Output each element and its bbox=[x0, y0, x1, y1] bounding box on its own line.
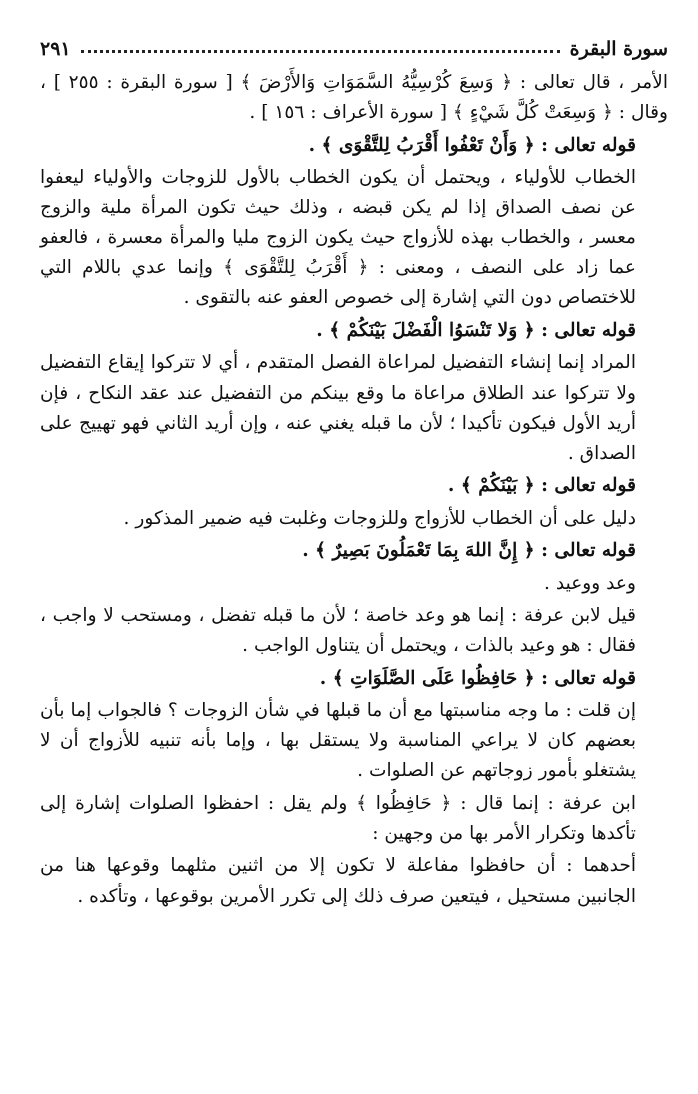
verse-heading: قوله تعالى : ﴿ وَلا تَنْسَوُا الْفَضْلَ بَيْنَكُمْ ﴾ . bbox=[316, 319, 636, 341]
commentary-paragraph: وعد ووعيد . bbox=[544, 572, 636, 594]
commentary-paragraph: الخطاب للأولياء ، ويحتمل أن يكون الخطاب بالأول للزوجات والأولياء ليعفوا عن نصف الصداق إذا لم يكن قبضه ، وذلك حيث تكون المرأة ملية والزوج معسر ، والخطاب بهذه للأزواج حيث يكون الزوج مليا والمرأة معسرة ، فالعفو عما زاد على النصف ، ومعنى : ﴿ أَقْرَبُ لِلتَّقْوَى ﴾ وإنما عدي باللام التي للاختصاص دون التي إشارة إلى خصوص العفو عنه بالتقوى . bbox=[40, 167, 636, 309]
commentary-paragraph: إن قلت : ما وجه مناسبتها مع أن ما قبلها في شأن الزوجات ؟ فالجواب إما بأن بعضهم كان لا يراعي المناسبة ولا يستقل بها ، وإما بأنه تنبيه للأزواج أن لا يشتغلو بأمور زوجاتهم عن الصلوات . bbox=[40, 700, 636, 782]
page-body bbox=[40, 68, 668, 912]
paragraph-continuation: الأمر ، قال تعالى : ﴿ وَسِعَ كُرْسِيُّهُ السَّمَوَاتِ وَالأَرْضَ ﴾ [ سورة البقرة : ٢٥٥ ] ، وقال : ﴿ وَسِعَتْ كُلَّ شَيْءٍ ﴾ [ سورة الأعراف : ١٥٦ ] . bbox=[40, 72, 668, 124]
verse-heading: قوله تعالى : ﴿ إِنَّ اللهَ بِمَا تَعْمَلُونَ بَصِيرٌ ﴾ . bbox=[302, 540, 636, 562]
header-dotted-leader bbox=[81, 50, 560, 53]
verse-heading: قوله تعالى : ﴿ حَافِظُوا عَلَى الصَّلَوَاتِ ﴾ . bbox=[319, 667, 636, 689]
chapter-title: سورة البقرة bbox=[569, 38, 668, 60]
verse-heading: قوله تعالى : ﴿ وَأَنْ تَعْفُوا أَقْرَبُ لِلتَّقْوَى ﴾ . bbox=[308, 134, 636, 156]
commentary-paragraph: المراد إنما إنشاء التفضيل لمراعاة الفصل المتقدم ، أي لا تتركوا إيقاع التفضيل ولا تتركوا عند الطلاق مراعاة ما وقع بينكم من التفضيل عند عقد النكاح ، فإن أريد الأول فيكون تأكيدا ؛ لأن ما قبله يغني عنه ، وإن أريد الثاني فهو تهييج على الصداق . bbox=[40, 352, 636, 464]
commentary-paragraph: ابن عرفة : إنما قال : ﴿ حَافِظُوا ﴾ ولم يقل : احفظوا الصلوات إشارة إلى تأكدها وتكرار الأمر بها من وجهين : bbox=[40, 792, 636, 844]
verse-heading: قوله تعالى : ﴿ بَيْنَكُمْ ﴾ . bbox=[447, 475, 636, 497]
page-number: ٢٩١ bbox=[40, 38, 71, 60]
commentary-paragraph: دليل على أن الخطاب للأزواج وللزوجات وغلبت فيه ضمير المذكور . bbox=[123, 507, 636, 529]
commentary-paragraph: قيل لابن عرفة : إنما هو وعد خاصة ؛ لأن ما قبله تفضل ، ومستحب لا واجب ، فقال : هو وعيد بالذات ، ويحتمل أن يتناول الواجب . bbox=[40, 605, 636, 657]
commentary-paragraph: أحدهما : أن حافظوا مفاعلة لا تكون إلا من اثنين مثلهما وقوعها هنا من الجانبين مستحيل ، فيتعين صرف ذلك إلى تكرر الأمرين بوقوعها ، وتأكده . bbox=[40, 855, 636, 907]
page-header bbox=[40, 30, 668, 60]
